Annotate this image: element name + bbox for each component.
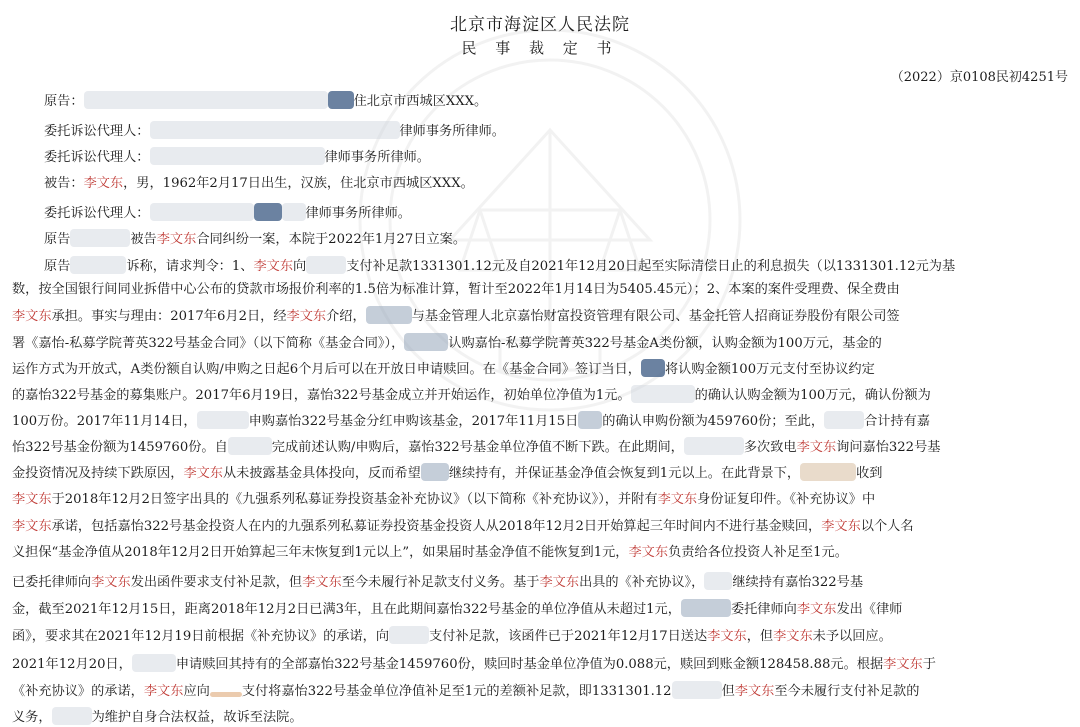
- claims-line-16: 2021年12月20日， 申请赎回其持有的全部嘉怡322号基金1459760份，赎回时基金单位净值为0.088元，赎回到账金额128458.88元。根据李文东于: [12, 654, 936, 674]
- case-number: （2022）京0108民初4251号: [890, 70, 1068, 85]
- defendant-name: 李文东: [83, 176, 124, 191]
- agent-line-3: 委托诉讼代理人： 律师事务所律师。: [44, 203, 411, 223]
- claims-line-3: 李文东承担。事实与理由：2017年6月2日，经李文东介绍， 与基金管理人北京嘉怡财富投资管理有限公司、基金托管人招商证券股份有限公司签: [12, 306, 900, 326]
- claims-line-17: 《补充协议》的承诺，李文东应向 支付将嘉怡322号基金单位净值补足至1元的差额补足款，即1331301.12 但李文东至今未履行支付补足款的: [12, 681, 919, 701]
- claims-line-11: 李文东承诺，包括嘉怡322号基金投资人在内的九强系列私募证券投资基金投资人从2018年12月2日开始算起三年时间内不进行基金赎回，李文东以个人名: [12, 519, 914, 534]
- court-name: 北京市海淀区人民法院: [450, 15, 630, 35]
- claims-line-9: 金投资情况及持续下跌原因，李文东从未披露基金具体投向，反而希望 继续持有，并保证基金净值会恢复到1元以上。在此背景下， 收到: [12, 463, 882, 483]
- claims-line-13: 已委托律师向李文东发出函件要求支付补足款，但李文东至今未履行补足款支付义务。基于李文东出具的《补充协议》， 继续持有嘉怡322号基: [12, 572, 863, 592]
- claims-line-12: 义担保“基金净值从2018年12月2日开始算起三年末恢复到1元以上”，如果届时基金净值不能恢复到1元，李文东负责给各位投资人补足至1元。: [12, 545, 848, 560]
- agent-line-1: 委托诉讼代理人： 律师事务所律师。: [44, 121, 505, 141]
- claims-line-7: 100万份。2017年11月14日， 申购嘉怡322号基金分红申购该基金，2017年11月15日 的确认申购份额为459760份；至此， 合计持有嘉: [12, 411, 930, 431]
- claims-line-1: 原告 诉称，请求判令：1、李文东向 支付补足款1331301.12元及自2021年12月20日起至实际清偿日止的利息损失（以1331301.12元为基: [44, 256, 955, 276]
- filing-line: 原告 被告李文东合同纠纷一案，本院于2022年1月27日立案。: [44, 229, 466, 249]
- claims-line-18: 义务， 为维护自身合法权益，故诉至法院。: [12, 707, 303, 727]
- defendant-line: 被告：李文东，男，1962年2月17日出生，汉族，住北京市西城区XXX。: [44, 176, 474, 191]
- agent-line-2: 委托诉讼代理人： 律师事务所律师。: [44, 147, 430, 167]
- claims-line-15: 函》，要求其在2021年12月19日前根据《补充协议》的承诺，向 支付补足款，该函件已于2021年12月17日送达李文东，但李文东未予以回应。: [12, 626, 892, 646]
- claims-line-6: 的嘉怡322号基金的募集账户。2017年6月19日，嘉怡322号基金成立并开始运作，初始单位净值为1元。 的确认认购金额为100万元，确认份额为: [12, 385, 931, 405]
- document-type: 民 事 裁 定 书: [461, 39, 619, 57]
- plaintiff-line: 原告： 住北京市西城区XXX。: [44, 91, 487, 111]
- claims-line-14: 金，截至2021年12月15日，距离2018年12月2日已满3年，且在此期间嘉怡322号基金的单位净值从未超过1元， 委托律师向李文东发出《律师: [12, 599, 902, 619]
- claims-line-8: 怡322号基金份额为1459760份。自 完成前述认购/申购后，嘉怡322号基金单位净值不断下跌。在此期间， 多次致电李文东询问嘉怡322号基: [12, 437, 940, 457]
- claims-line-10: 李文东于2018年12月2日签字出具的《九强系列私募证券投资基金补充协议》（以下简称《补充协议》），并附有李文东身份证复印件。《补充协议》中: [12, 492, 876, 507]
- claims-line-2: 数，按全国银行间同业拆借中心公布的贷款市场报价利率的1.5倍为标准计算，暂计至2022年1月14日为5405.45元）；2、本案的案件受理费、保全费由: [12, 282, 900, 297]
- claims-line-5: 运作方式为开放式，A类份额自认购/申购之日起6个月后可以在开放日申请赎回。在《基金合同》签订当日， 将认购金额100万元支付至协议约定: [12, 359, 875, 379]
- claims-line-4: 署《嘉怡-私募学院菁英322号基金合同》（以下简称《基金合同》）， 认购嘉怡-私募学院菁英322号基金A类份额，认购金额为100万元，基金的: [12, 333, 882, 353]
